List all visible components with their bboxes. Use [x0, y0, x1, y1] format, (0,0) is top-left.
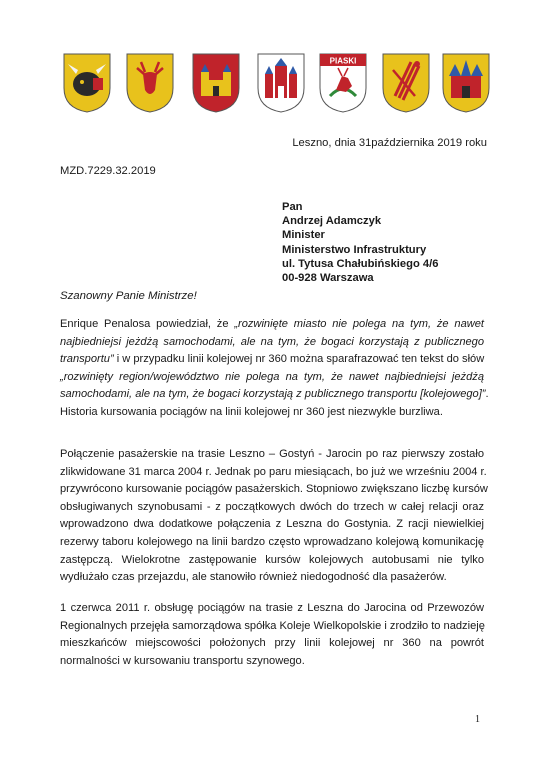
paragraph-line: transportu” i w przypadku linii kolejowej nr 360 można sparafrazować ten tekst do słów	[60, 353, 485, 366]
paragraph-line: normalności w kursowaniu transportu szynowego.	[60, 654, 305, 667]
paragraph-line: przywrócono kursowanie pociągów pasażerskich. Stopniowo zwiększano liczbę kursów	[60, 483, 488, 496]
paragraph-1	[60, 316, 489, 422]
reference-number: MZD.7229.32.2019	[60, 165, 156, 177]
svg-text:PIASKI: PIASKI	[329, 56, 357, 66]
paragraph-line: obsługiwanych szynobusami - z początkowych dwóch do trzech w całej relacji oraz	[60, 500, 484, 513]
paragraph-line: zlikwidowane 31 marca 2004 r. Jednak po paru miesiącach, bo już we wrześniu 2004 r.	[60, 465, 487, 478]
paragraph-line: Enrique Penalosa powiedział, że „rozwinięte miasto nie polega na tym, że nawet	[60, 318, 484, 330]
paragraph-line: „rozwinięty region/województwo nie polega na tym, że nawet najbiedniejsi jeżdżą	[60, 370, 484, 383]
paragraph-line: wprowadzono dwa dodatkowe połączenia z Leszna do Gostynia. Z racji niewielkiej	[60, 518, 484, 531]
paragraph-line: zastępczą. Wielokrotne zastępowanie kursów kolejowych autobusami nie tylko	[60, 553, 484, 566]
paragraph-line: wydłużało czas przejazdu, ale stanowiło również niedogodność dla pasażerów.	[60, 571, 447, 584]
recipient-line: ul. Tytusa Chałubińskiego 4/6	[282, 257, 439, 270]
paragraph-line: 1 czerwca 2011 r. obsługę pociągów na trasie z Leszna do Jarocina od Przewozów	[60, 602, 484, 614]
salutation: Szanowny Panie Ministrze!	[60, 290, 197, 302]
recipient-line: Andrzej Adamczyk	[282, 215, 382, 228]
paragraph-line: najbiedniejsi jeżdżą samochodami, ale na tym, że bogaci korzystają z publicznego	[60, 335, 484, 348]
recipient-address	[282, 200, 438, 285]
crest-row	[62, 52, 492, 118]
coat-of-arms-5-icon	[318, 52, 368, 114]
place-and-date: Leszno, dnia 31października 2019 roku	[292, 137, 487, 149]
paragraph-3	[60, 600, 484, 670]
recipient-line: 00-928 Warszawa	[282, 272, 374, 285]
coat-of-arms-6-icon	[381, 52, 431, 114]
paragraph-line: Regionalnych przejęła samorządowa spółka Koleje Wielkopolskie i zrodziło to nadzieję	[60, 619, 485, 632]
page-number: 1	[475, 714, 480, 725]
paragraph-2	[60, 446, 488, 587]
recipient-line: Ministerstwo Infrastruktury	[282, 243, 427, 256]
recipient-line: Minister	[282, 229, 325, 242]
coat-of-arms-3-icon	[191, 52, 241, 114]
paragraph-line: rezerwy taboru kolejowego na linii bardzo często wprowadzano kolejową komunikację	[60, 535, 484, 548]
paragraph-line: Połączenie pasażerskie na trasie Leszno – Gostyń - Jarocin po raz pierwszy zostało	[60, 448, 484, 460]
coat-of-arms-7-icon	[441, 52, 491, 114]
coat-of-arms-1-icon	[62, 52, 112, 114]
coat-of-arms-2-icon	[125, 52, 175, 114]
paragraph-line: mieszkańców miejscowości położonych przy linii kolejowej nr 360 na powrót	[60, 637, 484, 650]
recipient-line: Pan	[282, 201, 303, 213]
paragraph-line: samochodami, ale na tym, że bogaci korzystają z publicznego transportu [kolejowego]”.	[60, 388, 489, 401]
paragraph-line: Historia kursowania pociągów na linii kolejowej nr 360 jest niezwykle burzliwa.	[60, 405, 443, 418]
coat-of-arms-4-icon	[256, 52, 306, 114]
